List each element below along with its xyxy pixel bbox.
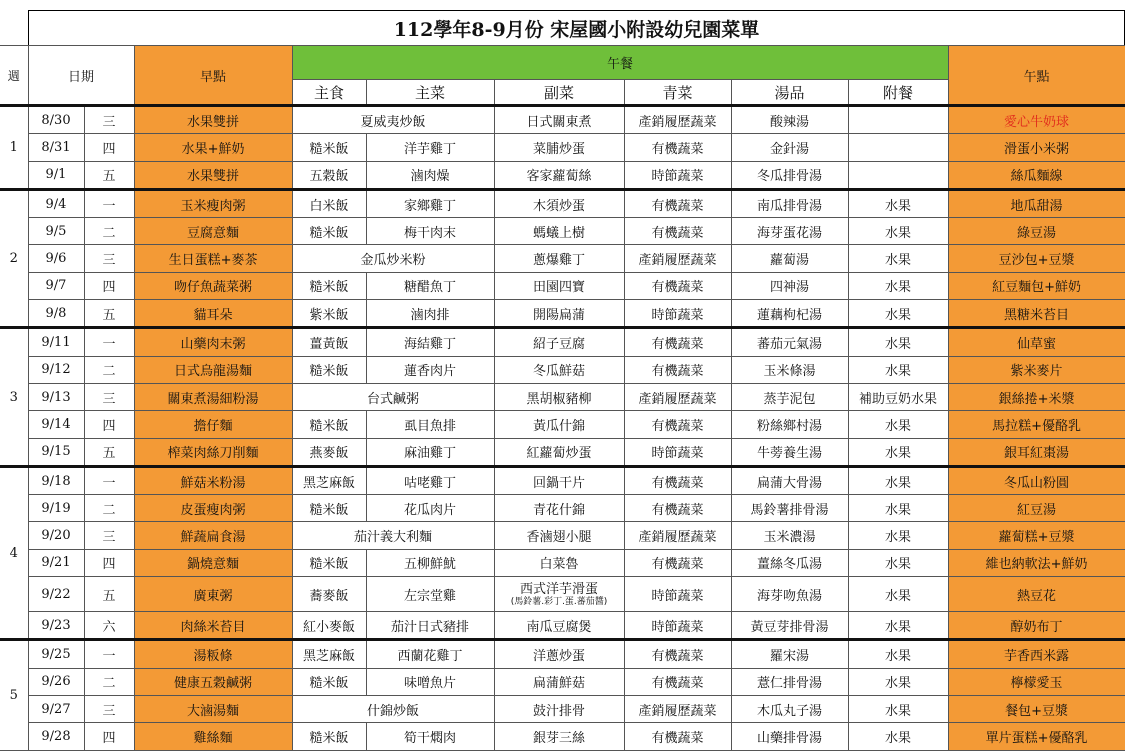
staple-main-cell: 台式鹹粥 bbox=[292, 383, 494, 410]
date-cell: 9/6 bbox=[28, 245, 84, 272]
main-dish-cell: 虱目魚排 bbox=[366, 411, 494, 438]
snack-cell: 蘿蔔糕+豆漿 bbox=[948, 522, 1125, 549]
vegetable-cell: 產銷履歷蔬菜 bbox=[624, 522, 731, 549]
extra-cell: 水果 bbox=[848, 328, 948, 356]
menu-row bbox=[0, 577, 1125, 612]
staple-cell: 白米飯 bbox=[292, 189, 366, 217]
breakfast-cell: 水果雙拼 bbox=[134, 106, 292, 134]
weekday-cell: 四 bbox=[84, 549, 134, 576]
date-cell: 9/18 bbox=[28, 466, 84, 494]
side-dish-header: 副菜 bbox=[494, 80, 624, 106]
week-number: 1 bbox=[0, 106, 28, 190]
side-dish-cell: 黑胡椒豬柳 bbox=[494, 383, 624, 410]
breakfast-cell: 水果雙拼 bbox=[134, 161, 292, 189]
staple-cell: 蕎麥飯 bbox=[292, 577, 366, 612]
extra-cell: 水果 bbox=[848, 300, 948, 328]
staple-cell: 糙米飯 bbox=[292, 723, 366, 750]
title-bar bbox=[0, 0, 1125, 45]
menu-row bbox=[0, 612, 1125, 640]
soup-cell: 扁蒲大骨湯 bbox=[731, 466, 848, 494]
extra-cell: 水果 bbox=[848, 668, 948, 695]
weekday-cell: 四 bbox=[84, 134, 134, 161]
menu-table bbox=[0, 45, 1125, 751]
breakfast-cell: 大滷湯麵 bbox=[134, 695, 292, 722]
breakfast-cell: 日式烏龍湯麵 bbox=[134, 356, 292, 383]
week-number: 5 bbox=[0, 640, 28, 750]
soup-cell: 薑絲冬瓜湯 bbox=[731, 549, 848, 576]
snack-cell: 銀絲捲+米漿 bbox=[948, 383, 1125, 410]
weekday-cell: 五 bbox=[84, 577, 134, 612]
side-dish-cell: 冬瓜鮮菇 bbox=[494, 356, 624, 383]
staple-main-cell: 夏威夷炒飯 bbox=[292, 106, 494, 134]
breakfast-cell: 鮮菇米粉湯 bbox=[134, 466, 292, 494]
main-dish-cell: 家鄉雞丁 bbox=[366, 189, 494, 217]
vegetable-cell: 有機蔬菜 bbox=[624, 134, 731, 161]
snack-cell: 仙草蜜 bbox=[948, 328, 1125, 356]
vegetable-cell: 時節蔬菜 bbox=[624, 438, 731, 466]
menu-row bbox=[0, 106, 1125, 134]
soup-cell: 四神湯 bbox=[731, 272, 848, 299]
side-dish-cell: 菜脯炒蛋 bbox=[494, 134, 624, 161]
extra-cell: 水果 bbox=[848, 466, 948, 494]
main-dish-cell: 筍干燜肉 bbox=[366, 723, 494, 750]
breakfast-cell: 湯粄條 bbox=[134, 640, 292, 668]
snack-cell: 單片蛋糕+優酪乳 bbox=[948, 723, 1125, 750]
date-cell: 9/22 bbox=[28, 577, 84, 612]
side-dish-cell: 南瓜豆腐煲 bbox=[494, 612, 624, 640]
soup-cell: 蘿蔔湯 bbox=[731, 245, 848, 272]
date-cell: 9/11 bbox=[28, 328, 84, 356]
vegetable-cell: 有機蔬菜 bbox=[624, 328, 731, 356]
extra-header: 附餐 bbox=[848, 80, 948, 106]
snack-cell: 愛心牛奶球 bbox=[948, 106, 1125, 134]
side-dish-cell: 蔥爆雞丁 bbox=[494, 245, 624, 272]
weekday-cell: 四 bbox=[84, 411, 134, 438]
breakfast-cell: 水果+鮮奶 bbox=[134, 134, 292, 161]
main-dish-header: 主菜 bbox=[366, 80, 494, 106]
vegetable-cell: 有機蔬菜 bbox=[624, 411, 731, 438]
weekday-cell: 三 bbox=[84, 106, 134, 134]
vegetable-cell: 有機蔬菜 bbox=[624, 495, 731, 522]
date-cell: 9/19 bbox=[28, 495, 84, 522]
side-dish-cell: 回鍋干片 bbox=[494, 466, 624, 494]
snack-cell: 滑蛋小米粥 bbox=[948, 134, 1125, 161]
main-dish-cell: 蓮香肉片 bbox=[366, 356, 494, 383]
breakfast-cell: 皮蛋瘦肉粥 bbox=[134, 495, 292, 522]
weekday-cell: 五 bbox=[84, 438, 134, 466]
menu-row bbox=[0, 300, 1125, 328]
staple-cell: 糙米飯 bbox=[292, 668, 366, 695]
date-cell: 8/30 bbox=[28, 106, 84, 134]
extra-cell: 水果 bbox=[848, 695, 948, 722]
vegetable-cell: 時節蔬菜 bbox=[624, 577, 731, 612]
snack-cell: 紅豆湯 bbox=[948, 495, 1125, 522]
staple-cell: 燕麥飯 bbox=[292, 438, 366, 466]
snack-cell: 馬拉糕+優酪乳 bbox=[948, 411, 1125, 438]
staple-cell: 糙米飯 bbox=[292, 218, 366, 245]
soup-cell: 羅宋湯 bbox=[731, 640, 848, 668]
lunch-header: 午餐 bbox=[292, 46, 948, 80]
snack-cell: 醇奶布丁 bbox=[948, 612, 1125, 640]
breakfast-cell: 擔仔麵 bbox=[134, 411, 292, 438]
side-dish-cell: 鼓汁排骨 bbox=[494, 695, 624, 722]
menu-row bbox=[0, 272, 1125, 299]
main-dish-cell: 滷肉燥 bbox=[366, 161, 494, 189]
date-cell: 9/12 bbox=[28, 356, 84, 383]
vegetable-cell: 有機蔬菜 bbox=[624, 218, 731, 245]
vegetable-cell: 產銷履歷蔬菜 bbox=[624, 106, 731, 134]
breakfast-cell: 肉絲米苔目 bbox=[134, 612, 292, 640]
staple-main-cell: 什錦炒飯 bbox=[292, 695, 494, 722]
vegetable-cell: 有機蔬菜 bbox=[624, 189, 731, 217]
snack-header: 午點 bbox=[948, 46, 1125, 106]
vegetable-cell: 有機蔬菜 bbox=[624, 668, 731, 695]
date-cell: 9/1 bbox=[28, 161, 84, 189]
staple-cell: 糙米飯 bbox=[292, 356, 366, 383]
menu-row bbox=[0, 161, 1125, 189]
extra-cell: 水果 bbox=[848, 438, 948, 466]
main-dish-cell: 洋芋雞丁 bbox=[366, 134, 494, 161]
extra-cell: 水果 bbox=[848, 495, 948, 522]
snack-cell: 絲瓜麵線 bbox=[948, 161, 1125, 189]
staple-cell: 糙米飯 bbox=[292, 134, 366, 161]
weekday-cell: 五 bbox=[84, 300, 134, 328]
menu-row bbox=[0, 356, 1125, 383]
weekday-cell: 一 bbox=[84, 466, 134, 494]
staple-cell: 紫米飯 bbox=[292, 300, 366, 328]
staple-cell: 黑芝麻飯 bbox=[292, 640, 366, 668]
snack-cell: 冬瓜山粉圓 bbox=[948, 466, 1125, 494]
side-dish-cell: 白菜魯 bbox=[494, 549, 624, 576]
snack-cell: 餐包+豆漿 bbox=[948, 695, 1125, 722]
snack-cell: 地瓜甜湯 bbox=[948, 189, 1125, 217]
staple-cell: 糙米飯 bbox=[292, 495, 366, 522]
staple-cell: 紅小麥飯 bbox=[292, 612, 366, 640]
soup-header: 湯品 bbox=[731, 80, 848, 106]
week-header: 週 bbox=[0, 46, 28, 106]
soup-cell: 金針湯 bbox=[731, 134, 848, 161]
extra-cell: 水果 bbox=[848, 411, 948, 438]
weekday-cell: 五 bbox=[84, 161, 134, 189]
snack-cell: 維也納軟法+鮮奶 bbox=[948, 549, 1125, 576]
menu-row bbox=[0, 189, 1125, 217]
extra-cell: 水果 bbox=[848, 549, 948, 576]
side-dish-cell: 香滷翅小腿 bbox=[494, 522, 624, 549]
menu-row bbox=[0, 640, 1125, 668]
weekday-cell: 二 bbox=[84, 356, 134, 383]
extra-cell: 水果 bbox=[848, 640, 948, 668]
soup-cell: 冬瓜排骨湯 bbox=[731, 161, 848, 189]
weekday-cell: 二 bbox=[84, 668, 134, 695]
menu-row bbox=[0, 522, 1125, 549]
main-dish-cell: 糖醋魚丁 bbox=[366, 272, 494, 299]
main-dish-cell: 花瓜肉片 bbox=[366, 495, 494, 522]
soup-cell: 馬鈴薯排骨湯 bbox=[731, 495, 848, 522]
extra-cell: 水果 bbox=[848, 577, 948, 612]
main-dish-cell: 茄汁日式豬排 bbox=[366, 612, 494, 640]
date-cell: 9/20 bbox=[28, 522, 84, 549]
menu-row bbox=[0, 438, 1125, 466]
vegetable-cell: 產銷履歷蔬菜 bbox=[624, 695, 731, 722]
main-dish-cell: 咕咾雞丁 bbox=[366, 466, 494, 494]
snack-cell: 綠豆湯 bbox=[948, 218, 1125, 245]
menu-title: 112學年8-9月份 宋屋國小附設幼兒園菜單 bbox=[28, 10, 1125, 45]
staple-cell: 薑黃飯 bbox=[292, 328, 366, 356]
main-dish-cell: 西蘭花雞丁 bbox=[366, 640, 494, 668]
main-dish-cell: 滷肉排 bbox=[366, 300, 494, 328]
staple-cell: 糙米飯 bbox=[292, 272, 366, 299]
extra-cell: 水果 bbox=[848, 612, 948, 640]
weekday-cell: 六 bbox=[84, 612, 134, 640]
breakfast-cell: 山藥肉末粥 bbox=[134, 328, 292, 356]
date-cell: 9/14 bbox=[28, 411, 84, 438]
date-cell: 9/8 bbox=[28, 300, 84, 328]
date-cell: 9/28 bbox=[28, 723, 84, 750]
staple-cell: 糙米飯 bbox=[292, 411, 366, 438]
side-dish-cell: 洋蔥炒蛋 bbox=[494, 640, 624, 668]
vegetable-cell: 時節蔬菜 bbox=[624, 161, 731, 189]
soup-cell: 牛蒡養生湯 bbox=[731, 438, 848, 466]
side-dish-cell: 日式關東煮 bbox=[494, 106, 624, 134]
staple-cell: 糙米飯 bbox=[292, 549, 366, 576]
soup-cell: 玉米濃湯 bbox=[731, 522, 848, 549]
soup-cell: 海芽蛋花湯 bbox=[731, 218, 848, 245]
soup-cell: 粉絲鄉村湯 bbox=[731, 411, 848, 438]
weekday-cell: 三 bbox=[84, 695, 134, 722]
staple-main-cell: 茄汁義大利麵 bbox=[292, 522, 494, 549]
breakfast-cell: 吻仔魚蔬菜粥 bbox=[134, 272, 292, 299]
soup-cell: 蕃茄元氣湯 bbox=[731, 328, 848, 356]
main-dish-cell: 左宗堂雞 bbox=[366, 577, 494, 612]
vegetable-cell: 有機蔬菜 bbox=[624, 549, 731, 576]
snack-cell: 熱豆花 bbox=[948, 577, 1125, 612]
side-dish-cell: 螞蟻上樹 bbox=[494, 218, 624, 245]
menu-row bbox=[0, 723, 1125, 750]
main-dish-cell: 海結雞丁 bbox=[366, 328, 494, 356]
menu-row bbox=[0, 218, 1125, 245]
side-dish-cell: 銀芽三絲 bbox=[494, 723, 624, 750]
breakfast-cell: 健康五穀鹹粥 bbox=[134, 668, 292, 695]
weekday-cell: 二 bbox=[84, 495, 134, 522]
side-dish-cell: 青花什錦 bbox=[494, 495, 624, 522]
breakfast-cell: 鍋燒意麵 bbox=[134, 549, 292, 576]
vegetable-cell: 時節蔬菜 bbox=[624, 612, 731, 640]
soup-cell: 山藥排骨湯 bbox=[731, 723, 848, 750]
side-dish-cell: 田園四寶 bbox=[494, 272, 624, 299]
weekday-cell: 一 bbox=[84, 189, 134, 217]
soup-cell: 海芽吻魚湯 bbox=[731, 577, 848, 612]
soup-cell: 酸辣湯 bbox=[731, 106, 848, 134]
staple-cell: 黑芝麻飯 bbox=[292, 466, 366, 494]
extra-cell: 水果 bbox=[848, 245, 948, 272]
snack-cell: 黑糖米苔目 bbox=[948, 300, 1125, 328]
side-dish-cell: 紅蘿蔔炒蛋 bbox=[494, 438, 624, 466]
weekday-cell: 二 bbox=[84, 218, 134, 245]
snack-cell: 紅豆麵包+鮮奶 bbox=[948, 272, 1125, 299]
weekday-cell: 一 bbox=[84, 640, 134, 668]
weekday-cell: 四 bbox=[84, 272, 134, 299]
extra-cell bbox=[848, 161, 948, 189]
vegetable-cell: 有機蔬菜 bbox=[624, 466, 731, 494]
menu-row bbox=[0, 466, 1125, 494]
vegetable-cell: 產銷履歷蔬菜 bbox=[624, 245, 731, 272]
snack-cell: 檸檬愛玉 bbox=[948, 668, 1125, 695]
weekday-cell: 三 bbox=[84, 522, 134, 549]
breakfast-cell: 廣東粥 bbox=[134, 577, 292, 612]
vegetable-cell: 產銷履歷蔬菜 bbox=[624, 383, 731, 410]
side-dish-cell bbox=[494, 577, 624, 612]
weekday-cell: 三 bbox=[84, 383, 134, 410]
extra-cell: 水果 bbox=[848, 522, 948, 549]
vegetable-cell: 有機蔬菜 bbox=[624, 356, 731, 383]
date-cell: 9/26 bbox=[28, 668, 84, 695]
breakfast-cell: 雞絲麵 bbox=[134, 723, 292, 750]
date-header: 日期 bbox=[28, 46, 134, 106]
soup-cell: 木瓜丸子湯 bbox=[731, 695, 848, 722]
soup-cell: 蒸芋泥包 bbox=[731, 383, 848, 410]
weekday-cell: 四 bbox=[84, 723, 134, 750]
breakfast-cell: 鮮蔬扁食湯 bbox=[134, 522, 292, 549]
extra-cell bbox=[848, 134, 948, 161]
breakfast-cell: 貓耳朵 bbox=[134, 300, 292, 328]
main-dish-cell: 五柳鮮魷 bbox=[366, 549, 494, 576]
side-dish-name: 西式洋芋滑蛋 bbox=[520, 581, 599, 597]
staple-main-cell: 金瓜炒米粉 bbox=[292, 245, 494, 272]
vegetable-header: 青菜 bbox=[624, 80, 731, 106]
soup-cell: 南瓜排骨湯 bbox=[731, 189, 848, 217]
menu-row bbox=[0, 549, 1125, 576]
date-cell: 9/5 bbox=[28, 218, 84, 245]
vegetable-cell: 有機蔬菜 bbox=[624, 272, 731, 299]
menu-row bbox=[0, 411, 1125, 438]
menu-row bbox=[0, 695, 1125, 722]
soup-cell: 玉米條湯 bbox=[731, 356, 848, 383]
soup-cell: 薏仁排骨湯 bbox=[731, 668, 848, 695]
menu-row bbox=[0, 668, 1125, 695]
snack-cell: 紫米麥片 bbox=[948, 356, 1125, 383]
side-dish-cell: 黃瓜什錦 bbox=[494, 411, 624, 438]
main-dish-cell: 麻油雞丁 bbox=[366, 438, 494, 466]
snack-cell: 豆沙包+豆漿 bbox=[948, 245, 1125, 272]
date-cell: 9/21 bbox=[28, 549, 84, 576]
breakfast-cell: 生日蛋糕+麥茶 bbox=[134, 245, 292, 272]
snack-cell: 銀耳紅棗湯 bbox=[948, 438, 1125, 466]
side-dish-note: (馬鈴薯.彩丁.蛋.蕃茄醬) bbox=[510, 596, 608, 607]
main-dish-cell: 梅干肉末 bbox=[366, 218, 494, 245]
breakfast-cell: 豆腐意麵 bbox=[134, 218, 292, 245]
side-dish-cell: 客家蘿蔔絲 bbox=[494, 161, 624, 189]
date-cell: 8/31 bbox=[28, 134, 84, 161]
week-number: 3 bbox=[0, 328, 28, 466]
date-cell: 9/13 bbox=[28, 383, 84, 410]
side-dish-cell: 扁蒲鮮菇 bbox=[494, 668, 624, 695]
extra-cell bbox=[848, 106, 948, 134]
soup-cell: 黃豆芽排骨湯 bbox=[731, 612, 848, 640]
menu-row bbox=[0, 134, 1125, 161]
side-dish-cell: 紹子豆腐 bbox=[494, 328, 624, 356]
staple-header: 主食 bbox=[292, 80, 366, 106]
date-cell: 9/23 bbox=[28, 612, 84, 640]
breakfast-header: 早點 bbox=[134, 46, 292, 106]
extra-cell: 水果 bbox=[848, 356, 948, 383]
weekday-cell: 一 bbox=[84, 328, 134, 356]
menu-row bbox=[0, 383, 1125, 410]
extra-cell: 水果 bbox=[848, 272, 948, 299]
extra-cell: 補助豆奶水果 bbox=[848, 383, 948, 410]
menu-row bbox=[0, 328, 1125, 356]
side-dish-cell: 木須炒蛋 bbox=[494, 189, 624, 217]
staple-cell: 五穀飯 bbox=[292, 161, 366, 189]
date-cell: 9/15 bbox=[28, 438, 84, 466]
weekday-cell: 三 bbox=[84, 245, 134, 272]
menu-row bbox=[0, 495, 1125, 522]
extra-cell: 水果 bbox=[848, 723, 948, 750]
extra-cell: 水果 bbox=[848, 189, 948, 217]
vegetable-cell: 時節蔬菜 bbox=[624, 300, 731, 328]
breakfast-cell: 榨菜肉絲刀削麵 bbox=[134, 438, 292, 466]
date-cell: 9/4 bbox=[28, 189, 84, 217]
date-cell: 9/25 bbox=[28, 640, 84, 668]
main-dish-cell: 味噌魚片 bbox=[366, 668, 494, 695]
date-cell: 9/27 bbox=[28, 695, 84, 722]
vegetable-cell: 有機蔬菜 bbox=[624, 640, 731, 668]
breakfast-cell: 玉米瘦肉粥 bbox=[134, 189, 292, 217]
menu-row bbox=[0, 245, 1125, 272]
extra-cell: 水果 bbox=[848, 218, 948, 245]
vegetable-cell: 有機蔬菜 bbox=[624, 723, 731, 750]
week-number: 4 bbox=[0, 466, 28, 639]
breakfast-cell: 關東煮湯細粉湯 bbox=[134, 383, 292, 410]
side-dish-cell: 開陽扁蒲 bbox=[494, 300, 624, 328]
date-cell: 9/7 bbox=[28, 272, 84, 299]
snack-cell: 芋香西米露 bbox=[948, 640, 1125, 668]
week-number: 2 bbox=[0, 189, 28, 327]
soup-cell: 蓮藕枸杞湯 bbox=[731, 300, 848, 328]
